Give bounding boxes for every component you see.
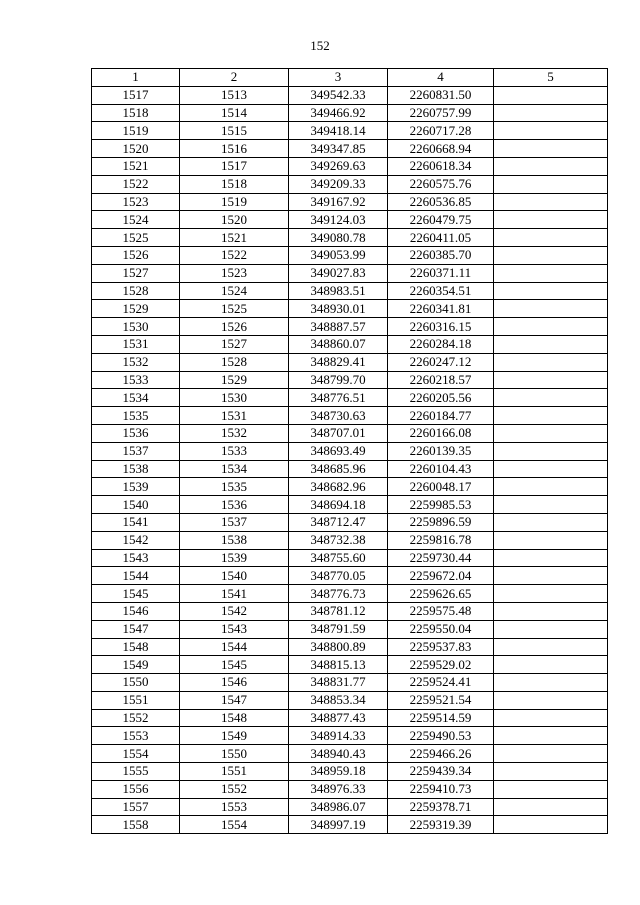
table-header xyxy=(92,69,608,87)
table-cell-col-3: 349167.92 xyxy=(289,193,388,211)
table-row xyxy=(92,424,608,442)
table-cell-col-3: 348732.38 xyxy=(289,531,388,549)
table-cell-col-1: 1531 xyxy=(92,335,180,353)
table-cell-col-1: 1539 xyxy=(92,478,180,496)
table-cell-col-1: 1520 xyxy=(92,140,180,158)
table-cell-col-1: 1527 xyxy=(92,264,180,282)
table-cell-col-1: 1540 xyxy=(92,496,180,514)
table-row xyxy=(92,246,608,264)
table-row xyxy=(92,620,608,638)
table-row xyxy=(92,407,608,425)
table-cell-col-3: 349418.14 xyxy=(289,122,388,140)
table-cell-col-5 xyxy=(494,211,608,229)
table-row xyxy=(92,727,608,745)
table-cell-col-5 xyxy=(494,140,608,158)
table-cell-col-1: 1541 xyxy=(92,513,180,531)
table-cell-col-1: 1532 xyxy=(92,353,180,371)
table-cell-col-2: 1516 xyxy=(180,140,289,158)
table-cell-col-2: 1522 xyxy=(180,246,289,264)
table-cell-col-2: 1550 xyxy=(180,745,289,763)
table-row xyxy=(92,211,608,229)
table-cell-col-3: 348831.77 xyxy=(289,674,388,692)
table-cell-col-1: 1556 xyxy=(92,780,180,798)
table-row xyxy=(92,157,608,175)
table-cell-col-3: 348877.43 xyxy=(289,709,388,727)
table-cell-col-4: 2259490.53 xyxy=(388,727,494,745)
table-cell-col-1: 1545 xyxy=(92,585,180,603)
table-cell-col-1: 1525 xyxy=(92,229,180,247)
table-cell-col-5 xyxy=(494,763,608,781)
table-cell-col-3: 348887.57 xyxy=(289,318,388,336)
table-cell-col-5 xyxy=(494,798,608,816)
table-row xyxy=(92,780,608,798)
table-row xyxy=(92,513,608,531)
table-cell-col-1: 1533 xyxy=(92,371,180,389)
table-cell-col-1: 1536 xyxy=(92,424,180,442)
table-cell-col-3: 349124.03 xyxy=(289,211,388,229)
table-cell-col-4: 2259524.41 xyxy=(388,674,494,692)
table-cell-col-3: 349027.83 xyxy=(289,264,388,282)
table-cell-col-5 xyxy=(494,264,608,282)
table-row xyxy=(92,389,608,407)
table-cell-col-1: 1542 xyxy=(92,531,180,549)
table-cell-col-1: 1553 xyxy=(92,727,180,745)
table-cell-col-5 xyxy=(494,549,608,567)
table-cell-col-5 xyxy=(494,531,608,549)
table-row xyxy=(92,353,608,371)
table-cell-col-5 xyxy=(494,86,608,104)
table-cell-col-3: 348959.18 xyxy=(289,763,388,781)
table-cell-col-5 xyxy=(494,620,608,638)
table-cell-col-4: 2259985.53 xyxy=(388,496,494,514)
table-cell-col-4: 2260385.70 xyxy=(388,246,494,264)
table-cell-col-4: 2260717.28 xyxy=(388,122,494,140)
table-cell-col-1: 1554 xyxy=(92,745,180,763)
table-cell-col-2: 1546 xyxy=(180,674,289,692)
table-row xyxy=(92,122,608,140)
table-body xyxy=(92,86,608,833)
table-row xyxy=(92,193,608,211)
table-cell-col-5 xyxy=(494,175,608,193)
table-cell-col-1: 1530 xyxy=(92,318,180,336)
table-row xyxy=(92,816,608,834)
table-cell-col-3: 348770.05 xyxy=(289,567,388,585)
table-cell-col-5 xyxy=(494,567,608,585)
table-row xyxy=(92,567,608,585)
table-cell-col-4: 2260831.50 xyxy=(388,86,494,104)
table-cell-col-5 xyxy=(494,318,608,336)
table-cell-col-2: 1539 xyxy=(180,549,289,567)
table-cell-col-4: 2260284.18 xyxy=(388,335,494,353)
table-cell-col-1: 1558 xyxy=(92,816,180,834)
table-cell-col-5 xyxy=(494,389,608,407)
table-cell-col-1: 1549 xyxy=(92,656,180,674)
table-cell-col-2: 1532 xyxy=(180,424,289,442)
table-cell-col-1: 1538 xyxy=(92,460,180,478)
column-header-3: 3 xyxy=(289,69,388,87)
table-cell-col-3: 348983.51 xyxy=(289,282,388,300)
table-cell-col-5 xyxy=(494,745,608,763)
table-cell-col-4: 2260536.85 xyxy=(388,193,494,211)
table-row xyxy=(92,478,608,496)
table-cell-col-2: 1529 xyxy=(180,371,289,389)
table-cell-col-5 xyxy=(494,300,608,318)
table-row xyxy=(92,602,608,620)
table-cell-col-2: 1543 xyxy=(180,620,289,638)
table-cell-col-1: 1523 xyxy=(92,193,180,211)
table-cell-col-5 xyxy=(494,104,608,122)
table-cell-col-4: 2260341.81 xyxy=(388,300,494,318)
table-cell-col-2: 1520 xyxy=(180,211,289,229)
table-cell-col-5 xyxy=(494,674,608,692)
page-number: 152 xyxy=(310,38,330,53)
table-cell-col-5 xyxy=(494,727,608,745)
table-cell-col-1: 1521 xyxy=(92,157,180,175)
table-cell-col-3: 348781.12 xyxy=(289,602,388,620)
table-cell-col-1: 1524 xyxy=(92,211,180,229)
table-cell-col-3: 348853.34 xyxy=(289,691,388,709)
table-cell-col-3: 348685.96 xyxy=(289,460,388,478)
table-cell-col-5 xyxy=(494,442,608,460)
table-cell-col-4: 2260668.94 xyxy=(388,140,494,158)
table-cell-col-5 xyxy=(494,656,608,674)
table-cell-col-2: 1530 xyxy=(180,389,289,407)
table-cell-col-5 xyxy=(494,407,608,425)
table-cell-col-3: 348997.19 xyxy=(289,816,388,834)
table-cell-col-2: 1540 xyxy=(180,567,289,585)
table-row xyxy=(92,709,608,727)
table-cell-col-5 xyxy=(494,478,608,496)
table-cell-col-2: 1524 xyxy=(180,282,289,300)
table-cell-col-5 xyxy=(494,638,608,656)
table-cell-col-1: 1535 xyxy=(92,407,180,425)
table-cell-col-3: 349466.92 xyxy=(289,104,388,122)
table-cell-col-1: 1528 xyxy=(92,282,180,300)
table-cell-col-4: 2259319.39 xyxy=(388,816,494,834)
table-cell-col-4: 2260371.11 xyxy=(388,264,494,282)
table-cell-col-2: 1514 xyxy=(180,104,289,122)
table-cell-col-2: 1551 xyxy=(180,763,289,781)
table-row xyxy=(92,549,608,567)
table-cell-col-1: 1557 xyxy=(92,798,180,816)
table-cell-col-2: 1531 xyxy=(180,407,289,425)
table-row xyxy=(92,300,608,318)
table-cell-col-4: 2259439.34 xyxy=(388,763,494,781)
table-cell-col-1: 1526 xyxy=(92,246,180,264)
table-cell-col-3: 349347.85 xyxy=(289,140,388,158)
table-row xyxy=(92,140,608,158)
table-row xyxy=(92,460,608,478)
table-cell-col-2: 1518 xyxy=(180,175,289,193)
table-cell-col-2: 1538 xyxy=(180,531,289,549)
table-cell-col-5 xyxy=(494,157,608,175)
table-cell-col-4: 2259466.26 xyxy=(388,745,494,763)
table-cell-col-1: 1529 xyxy=(92,300,180,318)
column-header-1: 1 xyxy=(92,69,180,87)
table-row xyxy=(92,531,608,549)
table-row xyxy=(92,86,608,104)
table-cell-col-4: 2260218.57 xyxy=(388,371,494,389)
table-cell-col-5 xyxy=(494,229,608,247)
table-cell-col-2: 1542 xyxy=(180,602,289,620)
table-cell-col-1: 1518 xyxy=(92,104,180,122)
table-cell-col-4: 2259410.73 xyxy=(388,780,494,798)
table-cell-col-5 xyxy=(494,585,608,603)
table-cell-col-1: 1543 xyxy=(92,549,180,567)
table-cell-col-3: 348682.96 xyxy=(289,478,388,496)
table-cell-col-2: 1523 xyxy=(180,264,289,282)
table-cell-col-1: 1546 xyxy=(92,602,180,620)
table-cell-col-3: 348860.07 xyxy=(289,335,388,353)
table-cell-col-1: 1555 xyxy=(92,763,180,781)
table-cell-col-3: 348730.63 xyxy=(289,407,388,425)
table-cell-col-5 xyxy=(494,513,608,531)
table-cell-col-3: 348976.33 xyxy=(289,780,388,798)
table-cell-col-5 xyxy=(494,816,608,834)
table-cell-col-5 xyxy=(494,691,608,709)
table-cell-col-2: 1553 xyxy=(180,798,289,816)
table-cell-col-2: 1547 xyxy=(180,691,289,709)
table-row xyxy=(92,798,608,816)
table-cell-col-4: 2259521.54 xyxy=(388,691,494,709)
table-cell-col-1: 1519 xyxy=(92,122,180,140)
table-cell-col-5 xyxy=(494,709,608,727)
table-cell-col-4: 2260757.99 xyxy=(388,104,494,122)
table-cell-col-2: 1528 xyxy=(180,353,289,371)
table-cell-col-5 xyxy=(494,353,608,371)
table-cell-col-3: 348712.47 xyxy=(289,513,388,531)
table-row xyxy=(92,104,608,122)
table-cell-col-2: 1536 xyxy=(180,496,289,514)
table-cell-col-3: 348694.18 xyxy=(289,496,388,514)
table-cell-col-3: 349209.33 xyxy=(289,175,388,193)
table-cell-col-5 xyxy=(494,496,608,514)
table-cell-col-4: 2259514.59 xyxy=(388,709,494,727)
table-cell-col-1: 1547 xyxy=(92,620,180,638)
table-cell-col-1: 1552 xyxy=(92,709,180,727)
table-cell-col-5 xyxy=(494,335,608,353)
table-cell-col-3: 349080.78 xyxy=(289,229,388,247)
table-cell-col-4: 2260247.12 xyxy=(388,353,494,371)
table-cell-col-2: 1544 xyxy=(180,638,289,656)
table-cell-col-4: 2260316.15 xyxy=(388,318,494,336)
table-cell-col-4: 2259575.48 xyxy=(388,602,494,620)
table-cell-col-5 xyxy=(494,602,608,620)
table-cell-col-4: 2260618.34 xyxy=(388,157,494,175)
table-cell-col-2: 1521 xyxy=(180,229,289,247)
table-cell-col-1: 1522 xyxy=(92,175,180,193)
table-row xyxy=(92,335,608,353)
table-cell-col-3: 348815.13 xyxy=(289,656,388,674)
table-cell-col-2: 1537 xyxy=(180,513,289,531)
table-cell-col-5 xyxy=(494,424,608,442)
table-cell-col-4: 2259550.04 xyxy=(388,620,494,638)
table-cell-col-1: 1550 xyxy=(92,674,180,692)
table-cell-col-4: 2260575.76 xyxy=(388,175,494,193)
table-cell-col-5 xyxy=(494,193,608,211)
table-cell-col-2: 1545 xyxy=(180,656,289,674)
table-cell-col-3: 348829.41 xyxy=(289,353,388,371)
table-cell-col-1: 1548 xyxy=(92,638,180,656)
table-cell-col-5 xyxy=(494,246,608,264)
table-row xyxy=(92,496,608,514)
table-cell-col-2: 1552 xyxy=(180,780,289,798)
table-cell-col-4: 2260166.08 xyxy=(388,424,494,442)
table-cell-col-3: 348707.01 xyxy=(289,424,388,442)
table-cell-col-2: 1533 xyxy=(180,442,289,460)
table-cell-col-4: 2260184.77 xyxy=(388,407,494,425)
table-cell-col-5 xyxy=(494,282,608,300)
table-cell-col-4: 2260104.43 xyxy=(388,460,494,478)
table-cell-col-3: 348776.73 xyxy=(289,585,388,603)
table-cell-col-4: 2260139.35 xyxy=(388,442,494,460)
table-cell-col-2: 1534 xyxy=(180,460,289,478)
table-row xyxy=(92,175,608,193)
table-row xyxy=(92,229,608,247)
table-cell-col-4: 2260048.17 xyxy=(388,478,494,496)
table-cell-col-3: 348914.33 xyxy=(289,727,388,745)
table-cell-col-2: 1525 xyxy=(180,300,289,318)
table-cell-col-3: 348800.89 xyxy=(289,638,388,656)
table-cell-col-4: 2260354.51 xyxy=(388,282,494,300)
column-header-2: 2 xyxy=(180,69,289,87)
coordinates-table xyxy=(91,68,608,834)
table-row xyxy=(92,585,608,603)
table-cell-col-2: 1513 xyxy=(180,86,289,104)
table-cell-col-4: 2259537.83 xyxy=(388,638,494,656)
table-cell-col-5 xyxy=(494,122,608,140)
table-cell-col-2: 1517 xyxy=(180,157,289,175)
table-cell-col-2: 1548 xyxy=(180,709,289,727)
table-cell-col-3: 348791.59 xyxy=(289,620,388,638)
table-cell-col-3: 349542.33 xyxy=(289,86,388,104)
table-cell-col-4: 2259626.65 xyxy=(388,585,494,603)
table-row xyxy=(92,282,608,300)
table-row xyxy=(92,264,608,282)
table-cell-col-3: 348986.07 xyxy=(289,798,388,816)
table-cell-col-2: 1527 xyxy=(180,335,289,353)
table-row xyxy=(92,442,608,460)
table-cell-col-4: 2259730.44 xyxy=(388,549,494,567)
table-cell-col-2: 1519 xyxy=(180,193,289,211)
table-cell-col-4: 2259529.02 xyxy=(388,656,494,674)
table-row xyxy=(92,371,608,389)
table-cell-col-1: 1537 xyxy=(92,442,180,460)
table-cell-col-1: 1551 xyxy=(92,691,180,709)
table-cell-col-4: 2259816.78 xyxy=(388,531,494,549)
table-cell-col-3: 348776.51 xyxy=(289,389,388,407)
table-cell-col-3: 348940.43 xyxy=(289,745,388,763)
table-cell-col-2: 1549 xyxy=(180,727,289,745)
table-cell-col-2: 1541 xyxy=(180,585,289,603)
table-cell-col-3: 348755.60 xyxy=(289,549,388,567)
column-header-5: 5 xyxy=(494,69,608,87)
table-cell-col-4: 2260205.56 xyxy=(388,389,494,407)
table-cell-col-4: 2259378.71 xyxy=(388,798,494,816)
table-cell-col-3: 348930.01 xyxy=(289,300,388,318)
table-row xyxy=(92,691,608,709)
table-row xyxy=(92,745,608,763)
table-row xyxy=(92,638,608,656)
column-header-4: 4 xyxy=(388,69,494,87)
table-cell-col-3: 348693.49 xyxy=(289,442,388,460)
table-cell-col-2: 1515 xyxy=(180,122,289,140)
header-row xyxy=(92,69,608,87)
table-cell-col-4: 2259896.59 xyxy=(388,513,494,531)
table-cell-col-1: 1517 xyxy=(92,86,180,104)
table-cell-col-2: 1554 xyxy=(180,816,289,834)
table-cell-col-5 xyxy=(494,780,608,798)
table-cell-col-1: 1544 xyxy=(92,567,180,585)
table-cell-col-4: 2260411.05 xyxy=(388,229,494,247)
table-cell-col-2: 1526 xyxy=(180,318,289,336)
table-row xyxy=(92,674,608,692)
table-cell-col-3: 348799.70 xyxy=(289,371,388,389)
table-cell-col-4: 2260479.75 xyxy=(388,211,494,229)
table-row xyxy=(92,318,608,336)
table-cell-col-1: 1534 xyxy=(92,389,180,407)
table-cell-col-5 xyxy=(494,460,608,478)
table-cell-col-2: 1535 xyxy=(180,478,289,496)
table-cell-col-3: 349053.99 xyxy=(289,246,388,264)
table-cell-col-3: 349269.63 xyxy=(289,157,388,175)
table-cell-col-5 xyxy=(494,371,608,389)
table-row xyxy=(92,656,608,674)
table-cell-col-4: 2259672.04 xyxy=(388,567,494,585)
table-row xyxy=(92,763,608,781)
